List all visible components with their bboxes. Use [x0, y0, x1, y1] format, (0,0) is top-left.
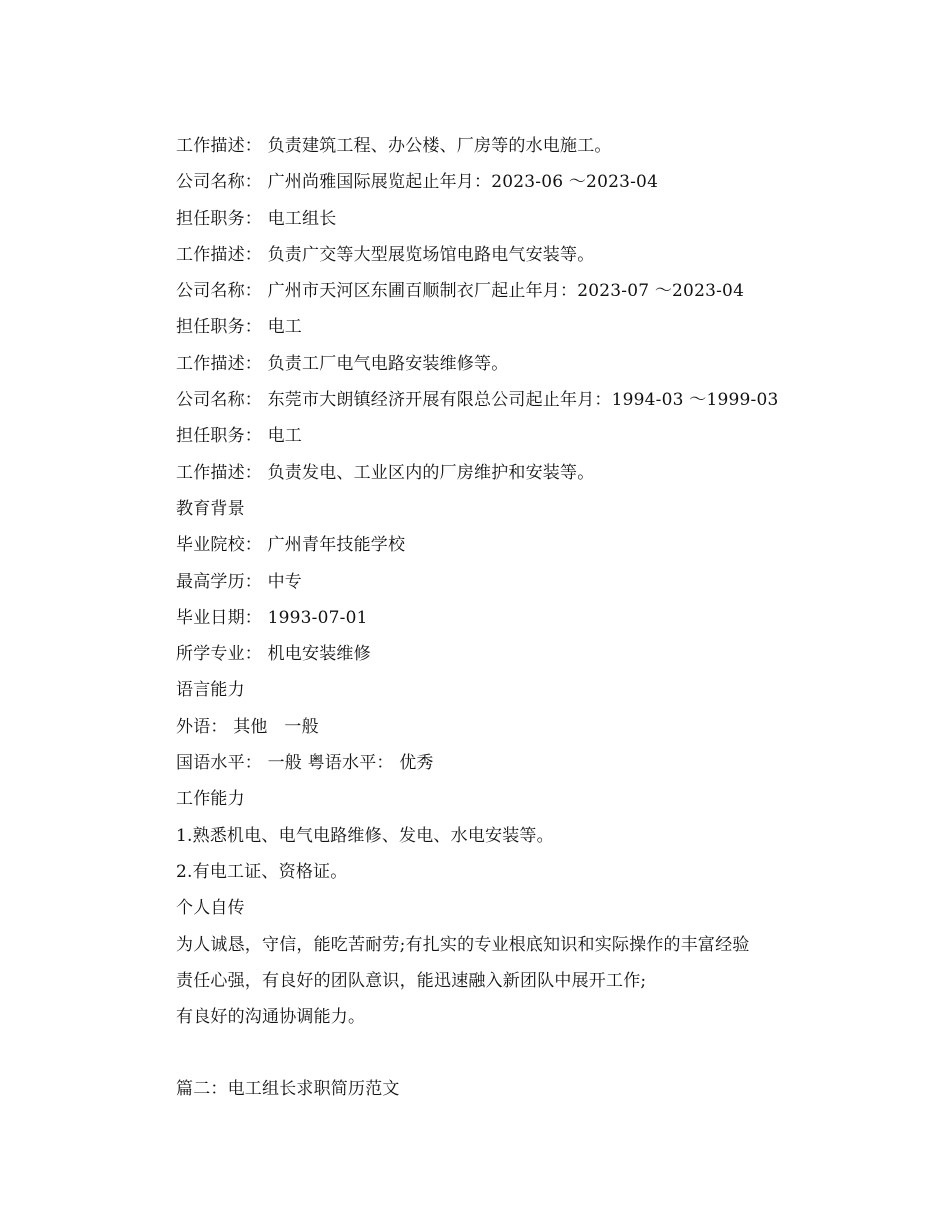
spacer: [176, 1035, 876, 1071]
field-value: 负责发电、工业区内的厂房维护和安装等。: [262, 462, 595, 483]
major-line: [176, 636, 876, 672]
work-desc-line: [176, 346, 876, 382]
field-value: 东莞市大朗镇经济开展有限总公司起止年月：1994-03 ～1999-03: [262, 390, 779, 411]
field-label: 担任职务：: [176, 317, 262, 338]
company-name-line: [176, 164, 876, 200]
field-label: 公司名称：: [176, 390, 262, 411]
field-label: 公司名称：: [176, 281, 262, 302]
field-label: 毕业日期：: [176, 607, 262, 628]
field-value: 负责建筑工程、办公楼、厂房等的水电施工。: [262, 136, 612, 156]
next-article-title: 篇二：电工组长求职简历范文: [176, 1079, 400, 1100]
field-value: 负责广交等大型展览场馆电路电气安装等。: [262, 244, 595, 265]
resume-page: [176, 128, 876, 1108]
work-desc-line: [176, 128, 876, 164]
field-label: 担任职务：: [176, 208, 262, 229]
ability-item: 1.熟悉机电、电气电路维修、发电、水电安装等。: [176, 825, 554, 846]
self-intro-line: 有良好的沟通协调能力。: [176, 1007, 366, 1028]
self-intro-line: 为人诚恳，守信，能吃苦耐劳;有扎实的专业根底知识和实际操作的丰富经验: [176, 934, 750, 955]
field-label: 工作描述：: [176, 353, 262, 374]
field-value: 1993-07-01: [262, 607, 368, 628]
language-heading: 语言能力: [176, 680, 245, 701]
graduation-date-line: [176, 600, 876, 636]
ability-heading: 工作能力: [176, 789, 245, 810]
field-label: 工作描述：: [176, 244, 262, 265]
self-intro-line: 责任心强，有良好的团队意识，能迅速融入新团队中展开工作;: [176, 970, 647, 991]
education-heading: 教育背景: [176, 498, 245, 519]
work-desc-line: [176, 455, 876, 491]
field-value: 电工: [262, 317, 303, 338]
field-label: 所学专业：: [176, 644, 262, 665]
company-name-line: [176, 273, 876, 309]
school-line: [176, 527, 876, 563]
field-label: 工作描述：: [176, 462, 262, 483]
degree-line: [176, 564, 876, 600]
ability-item: 2.有电工证、资格证。: [176, 861, 348, 882]
work-desc-line: [176, 237, 876, 273]
field-value: 负责工厂电气电路安装维修等。: [262, 353, 509, 374]
position-line: [176, 309, 876, 345]
field-label: 公司名称：: [176, 172, 262, 193]
field-value: 广州尚雅国际展览起止年月：2023-06 ～2023-04: [262, 172, 659, 193]
field-value: 广州市天河区东圃百顺制衣厂起止年月：2023-07 ～2023-04: [262, 281, 745, 302]
field-value: 电工组长: [262, 208, 337, 229]
position-line: [176, 201, 876, 237]
field-label: 担任职务：: [176, 426, 262, 447]
field-label: 毕业院校：: [176, 535, 262, 556]
position-line: [176, 418, 876, 454]
field-label: 工作描述：: [176, 136, 262, 156]
field-value: 中专: [262, 571, 303, 592]
dialect-line: 国语水平： 一般 粤语水平： 优秀: [176, 753, 434, 774]
self-intro-heading: 个人自传: [176, 898, 245, 919]
field-value: 机电安装维修: [262, 644, 371, 665]
field-label: 最高学历：: [176, 571, 262, 592]
field-value: 电工: [262, 426, 303, 447]
field-value: 广州青年技能学校: [262, 535, 406, 556]
company-name-line: [176, 382, 876, 418]
foreign-language-line: 外语： 其他 一般: [176, 716, 319, 737]
